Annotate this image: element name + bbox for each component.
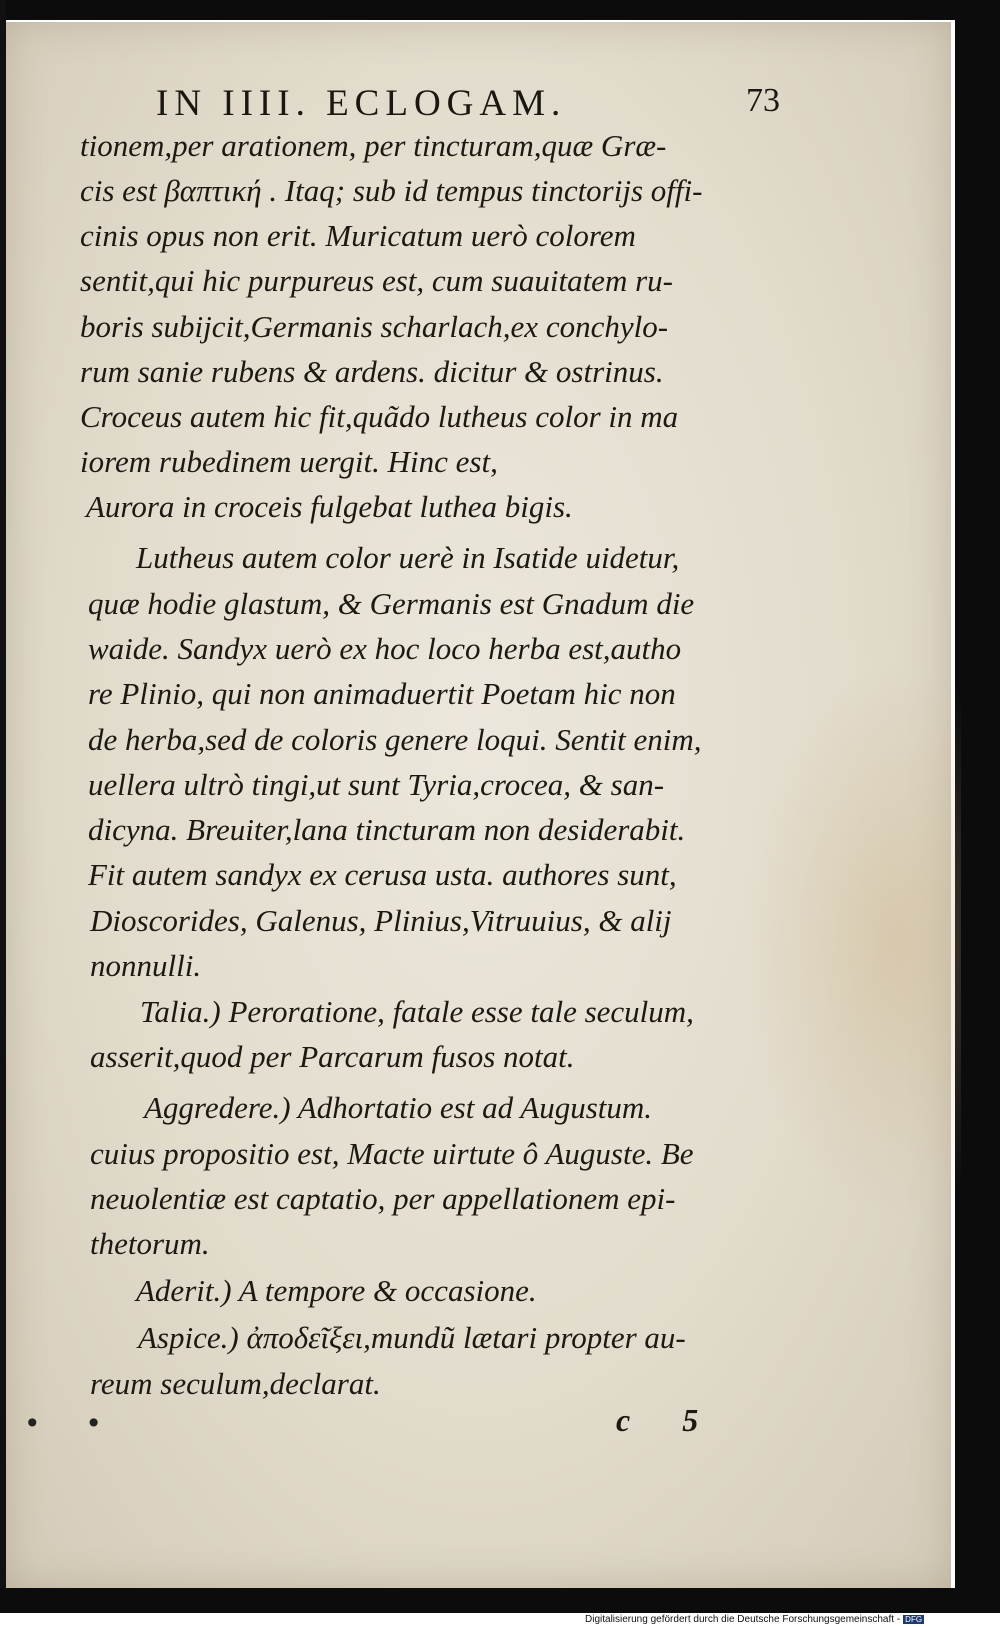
text-line: de herba,sed de coloris genere loqui. Sentit enim,: [88, 722, 702, 757]
signature-mark: c 5: [616, 1402, 721, 1438]
text-line: Dioscorides, Galenus, Plinius,Vitruuius, & alij: [90, 903, 672, 938]
running-head-title: IN IIII. ECLOGAM.: [156, 83, 567, 124]
scan-bottom-border: [0, 1588, 1000, 1613]
text-line: neuolentiæ est captatio, per appellationem epi-: [90, 1181, 676, 1216]
verse-line: Aurora in croceis fulgebat luthea bigis.: [86, 489, 573, 524]
margin-marks: • •: [24, 1407, 120, 1440]
text-line: asserit,quod per Parcarum fusos notat.: [90, 1039, 575, 1074]
text-line: Talia.) Peroratione, fatale esse tale seculum,: [140, 994, 694, 1029]
text-line: reum seculum,declarat.: [90, 1366, 381, 1401]
book-page: [6, 22, 951, 1588]
text-line: sentit,qui hic purpureus est, cum suauitatem ru-: [80, 263, 673, 298]
paper-stain: [741, 662, 961, 1222]
text-line: thetorum.: [90, 1226, 210, 1261]
text-line: uellera ultrò tingi,ut sunt Tyria,crocea, & san-: [88, 767, 665, 802]
text-line: tionem,per arationem, per tincturam,quæ Græ-: [80, 128, 667, 163]
page-number: 73: [746, 82, 780, 119]
running-head: [156, 82, 806, 126]
text-line: cinis opus non erit. Muricatum uerò colorem: [80, 218, 636, 253]
scan-top-border: [0, 0, 1000, 20]
dfg-logo: DFG: [905, 1615, 923, 1624]
scan-right-border: [955, 0, 1000, 1613]
text-line: iorem rubedinem uergit. Hinc est,: [80, 444, 498, 479]
text-line: Aderit.) A tempore & occasione.: [136, 1273, 537, 1308]
text-line: waide. Sandyx uerò ex hoc loco herba est,autho: [88, 631, 682, 666]
text-line: Aggredere.) Adhortatio est ad Augustum.: [144, 1090, 653, 1125]
text-line: quæ hodie glastum, & Germanis est Gnadum die: [88, 586, 695, 621]
text-line: cis est βαπτική . Itaq; sub id tempus tinctorijs offi-: [80, 173, 703, 208]
text-line: rum sanie rubens & ardens. dicitur & ostrinus.: [80, 354, 664, 389]
text-line: Aspice.) ἀποδεῖξει,mundũ lætari propter au-: [138, 1320, 686, 1355]
footer-text: Digitalisierung gefördert durch die Deutsche Forschungsgemeinschaft -: [585, 1614, 901, 1625]
text-line: cuius propositio est, Macte uirtute ô Auguste. Be: [90, 1136, 694, 1171]
text-line: re Plinio, qui non animaduertit Poetam hic non: [88, 676, 676, 711]
text-line: Lutheus autem color uerè in Isatide uidetur,: [136, 540, 680, 575]
digitization-footer: [585, 1614, 997, 1627]
text-line: dicyna. Breuiter,lana tincturam non desiderabit.: [88, 812, 686, 847]
text-line: nonnulli.: [90, 948, 202, 983]
text-line: Croceus autem hic fit,quãdo lutheus color in ma: [80, 399, 679, 434]
text-line: boris subijcit,Germanis scharlach,ex conchylo-: [80, 309, 669, 344]
text-line: Fit autem sandyx ex cerusa usta. authores sunt,: [88, 857, 677, 892]
